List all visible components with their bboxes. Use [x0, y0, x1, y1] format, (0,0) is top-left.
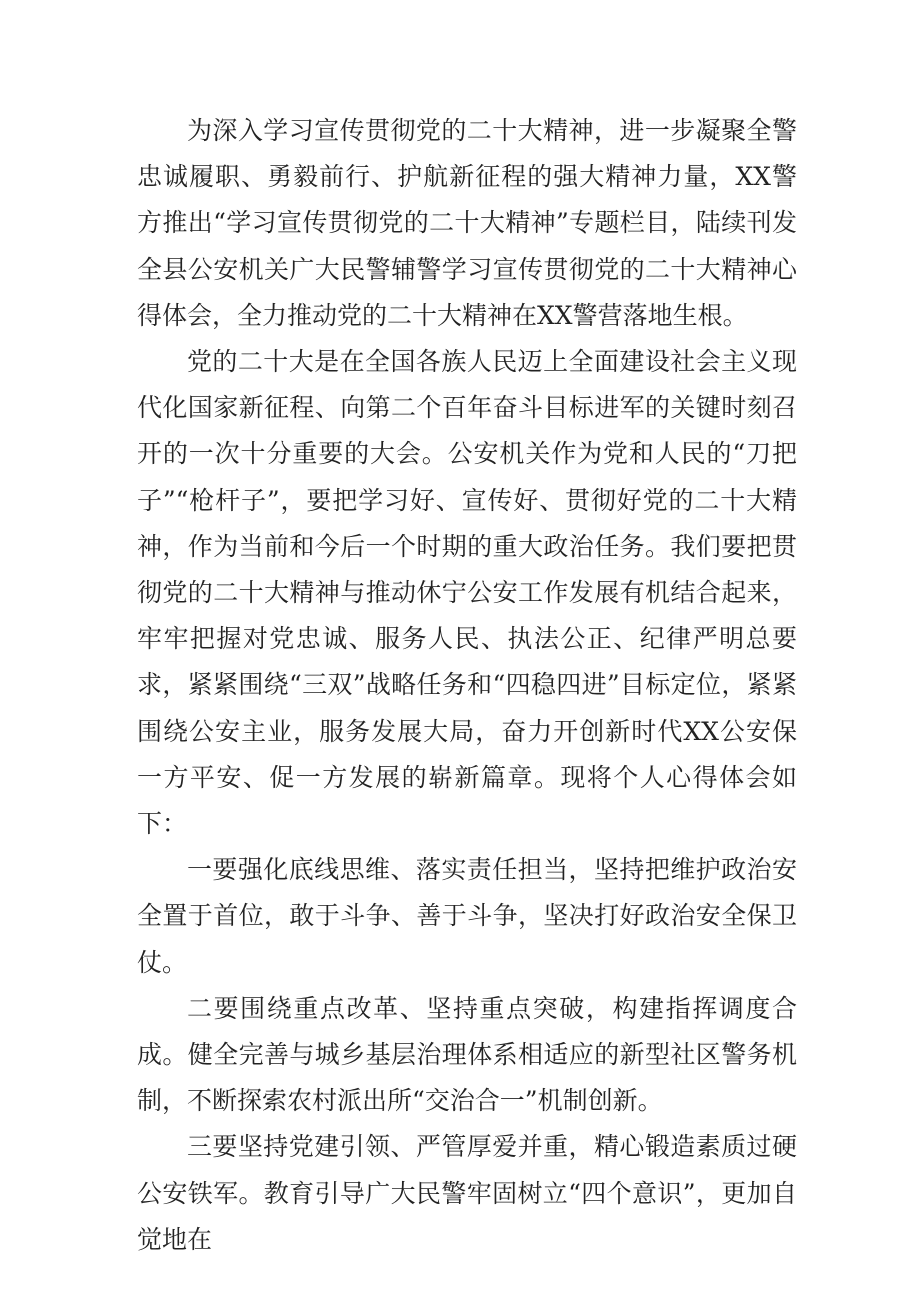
paragraph-point-two: 二要围绕重点改革、坚持重点突破，构建指挥调度合成。健全完善与城乡基层治理体系相适应的新型社区警务机制，不断探索农村派出所“交治合一”机制创新。 — [137, 993, 797, 1116]
paragraph-significance: 党的二十大是在全国各族人民迈上全面建设社会主义现代化国家新征程、向第二个百年奋斗目标进军的关键时刻召开的一次十分重要的大会。公安机关作为党和人民的“刀把子”“枪杆子”，要把学习好、宣传好、贯彻好党的二十大精神，作为当前和今后一个时期的重大政治任务。我们要把贯彻党的二十大精神与推动休宁公安工作发展有机结合起来，牢牢把握对党忠诚、服务人民、执法公正、纪律严明总要求，紧紧围绕“三双”战略任务和“四稳四进”目标定位，紧紧围绕公安主业，服务发展大局，奋力开创新时代XX公安保一方平安、促一方发展的崭新篇章。现将个人心得体会如下： — [137, 347, 797, 839]
paragraph-point-three: 三要坚持党建引领、严管厚爱并重，精心锻造素质过硬公安铁军。教育引导广大民警牢固树立“四个意识”，更加自觉地在 — [137, 1132, 797, 1254]
paragraph-intro: 为深入学习宣传贯彻党的二十大精神，进一步凝聚全警忠诚履职、勇毅前行、护航新征程的强大精神力量，XX警方推出“学习宣传贯彻党的二十大精神”专题栏目，陆续刊发全县公安机关广大民警辅警学习宣传贯彻党的二十大精神心得体会，全力推动党的二十大精神在XX警营落地生根。 — [137, 116, 797, 330]
paragraph-point-one: 一要强化底线思维、落实责任担当，坚持把维护政治安全置于首位，敢于斗争、善于斗争，坚决打好政治安全保卫仗。 — [137, 855, 797, 977]
document-body — [137, 108, 797, 1263]
